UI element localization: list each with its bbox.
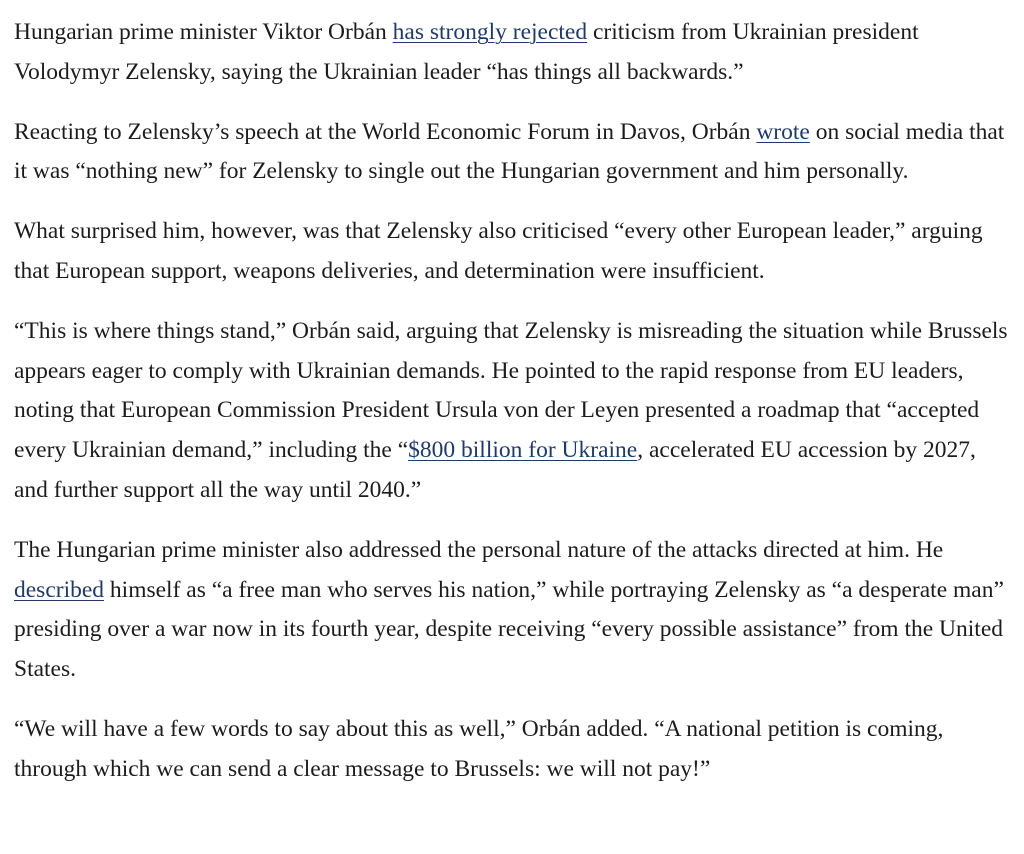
paragraph-5 xyxy=(14,531,1010,690)
paragraph-6 xyxy=(14,710,1010,790)
link-wrote[interactable]: wrote xyxy=(756,118,810,145)
text-segment: on social media that it was “nothing new” for Zelensky to single out the Hungarian government and him personally. xyxy=(14,118,1005,185)
paragraph-2 xyxy=(14,113,1010,193)
text-segment: “We will have a few words to say about this as well,” Orbán added. “A national petition is coming, through which we can send a clear message to Brussels: we will not pay!” xyxy=(14,715,944,782)
link-800-billion-for-ukraine[interactable]: $800 billion for Ukraine xyxy=(408,437,638,464)
link-described[interactable]: described xyxy=(14,576,105,603)
text-segment: What surprised him, however, was that Zelensky also criticised “every other European leader,” arguing that European support, weapons deliveries, and determination were insufficient. xyxy=(14,218,983,284)
paragraph-1 xyxy=(14,13,1010,93)
paragraph-3 xyxy=(14,212,1010,292)
text-segment: himself as “a free man who serves his nation,” while portraying Zelensky as “a desperate man” presiding over a war now in its fourth year, despite receiving “every possible assistance” from the United States. xyxy=(14,576,1004,683)
text-segment: Reacting to Zelensky’s speech at the World Economic Forum in Davos, Orbán xyxy=(14,118,757,145)
text-segment: , accelerated EU accession by 2027, and further support all the way until 2040.” xyxy=(14,437,976,503)
text-segment: Hungarian prime minister Viktor Orbán xyxy=(14,19,393,45)
paragraph-4 xyxy=(14,312,1010,511)
text-segment: “This is where things stand,” Orbán said, arguing that Zelensky is misreading the situation while Brussels appears eager to comply with Ukrainian demands. He pointed to the rapid response from EU leaders, noting that European Commission President Ursula von der Leyen presented a roadmap that “accepted every Ukrainian demand,” including the “ xyxy=(14,317,1008,464)
link-has-strongly-rejected[interactable]: has strongly rejected xyxy=(392,19,588,45)
text-segment: criticism from Ukrainian president Volodymyr Zelensky, saying the Ukrainian leader “has things all backwards.” xyxy=(14,19,919,85)
text-segment: The Hungarian prime minister also addressed the personal nature of the attacks directed at him. He xyxy=(14,536,944,563)
